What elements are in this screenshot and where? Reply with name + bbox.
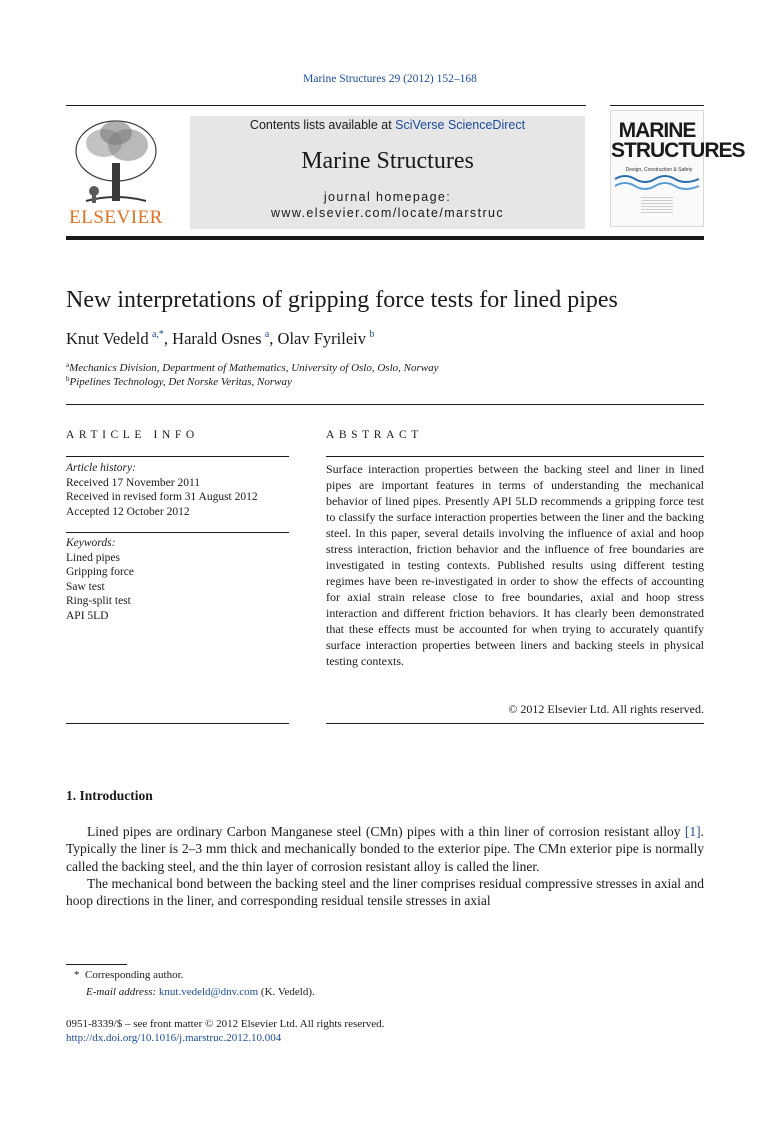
history-label: Article history:	[66, 462, 136, 474]
reference-link[interactable]: [1]	[684, 824, 701, 839]
article-info-rule	[66, 456, 289, 457]
section-heading: 1. Introduction	[66, 788, 153, 803]
header-bottom-rule	[66, 236, 704, 240]
doi-link[interactable]: http://dx.doi.org/10.1016/j.marstruc.2012.10.004	[66, 1032, 282, 1044]
keywords-label: Keywords:	[66, 537, 116, 549]
cover-title: MARINE STRUCTURES	[611, 119, 745, 162]
article-info-heading: ARTICLE INFO	[66, 429, 199, 441]
journal-cover	[610, 110, 745, 227]
abstract-rule	[326, 456, 704, 457]
keyword: Ring-split test	[66, 595, 131, 608]
header-top-rule	[66, 105, 586, 106]
intro-body	[66, 823, 704, 909]
journal-banner	[190, 116, 585, 229]
journal-citation[interactable]: Marine Structures 29 (2012) 152–168	[303, 73, 477, 85]
keyword: Lined pipes	[66, 551, 120, 564]
email-link[interactable]: knut.vedeld@dnv.com	[158, 986, 259, 998]
cover-text-lines	[641, 197, 673, 215]
keyword: API 5LD	[66, 609, 109, 622]
footnote-corresponding: * Corresponding author.	[74, 969, 184, 981]
author-name: Olav Fyrileiv	[277, 329, 366, 348]
author-list: Knut Vedeld $^{a,*}$, Harald Osnes $^a$, Olav Fyrileiv $^b$	[66, 329, 375, 348]
abstract-text: Surface interaction properties between the backing steel and liner in lined pipes are important features in terms of understanding the mechanical behavior of lined pipes. Presently API 5LD recommends a gripping force test to classify the surface interaction properties between the liner and the backing steel. In this paper, several details involving the influence of axial and hoop stress interaction, friction behavior and the influence of free boundaries are investigated in testing contexts. Published results using different testing regimes have been re-investigated in order to show the effects of accounting for axial strain release close to free boundaries, axial and hoop stress interaction and different friction behaviors. It has clearly been demonstrated that these effects must be accounted for when trying to accurately quantify surface interaction properties between liners and backing steels in physical testing contexts.	[326, 462, 704, 668]
history-entry: Received in revised form 31 August 2012	[66, 491, 258, 504]
author-affiliation-mark[interactable]: b	[369, 329, 375, 340]
cover-wave-icon	[615, 173, 699, 193]
author-affiliation-mark[interactable]: a	[264, 329, 270, 340]
journal-homepage[interactable]: journal homepage: www.elsevier.com/locate/marstruc	[270, 190, 505, 220]
keyword: Saw test	[66, 580, 105, 593]
journal-name: Marine Structures	[301, 148, 474, 174]
footnote-email: E-mail address: knut.vedeld@dnv.com (K. Vedeld).	[86, 986, 315, 998]
article-history	[66, 461, 289, 519]
abstract-heading: ABSTRACT	[326, 429, 423, 441]
author-name: Harald Osnes	[172, 329, 262, 348]
header-top-rule-right	[610, 105, 704, 106]
abstract-bottom-rule	[326, 723, 704, 724]
footnote-rule	[66, 964, 127, 965]
authors-rule	[66, 404, 704, 405]
elsevier-wordmark: ELSEVIER	[69, 207, 163, 228]
footer-issn: 0951-8339/$ – see front matter © 2012 Elsevier Ltd. All rights reserved.	[66, 1018, 385, 1030]
article-title: New interpretations of gripping force tests for lined pipes	[66, 287, 618, 313]
history-entry: Accepted 12 October 2012	[66, 505, 190, 518]
article-info-bottom-rule	[66, 723, 289, 724]
cover-subtitle: Design, Construction & Safety	[625, 167, 693, 173]
history-entry: Received 17 November 2011	[66, 476, 201, 489]
abstract-copyright: © 2012 Elsevier Ltd. All rights reserved.	[508, 702, 704, 716]
contents-line: Contents lists available at SciVerse ScienceDirect	[249, 118, 526, 132]
elsevier-logo	[66, 113, 166, 231]
sciencedirect-link[interactable]: SciVerse ScienceDirect	[395, 118, 526, 132]
paragraph: Lined pipes are ordinary Carbon Manganese steel (CMn) pipes with a thin liner of corrosion resistant alloy [1]. Typically the liner is 2–3 mm thick and mechanically bonded to the exterior pipe. The CMn exterior pipe is normally called the backing steel, and the thin layer of corrosion resistant alloy is called the liner.	[66, 824, 704, 874]
keyword: Gripping force	[66, 566, 135, 579]
author-affiliation-mark[interactable]: a,*	[151, 329, 164, 340]
keywords	[66, 536, 289, 624]
author-name: Knut Vedeld	[66, 329, 149, 348]
affiliation: $^b$Pipelines Technology, Det Norske Veritas, Norway	[66, 375, 292, 388]
paragraph: The mechanical bond between the backing steel and the liner comprises residual compressive stresses in axial and hoop directions in the liner, and corresponding residual tensile stresses in axial	[66, 875, 704, 909]
affiliation: $^a$Mechanics Division, Department of Mathematics, University of Oslo, Oslo, Norway	[66, 361, 439, 374]
keywords-rule	[66, 532, 289, 533]
